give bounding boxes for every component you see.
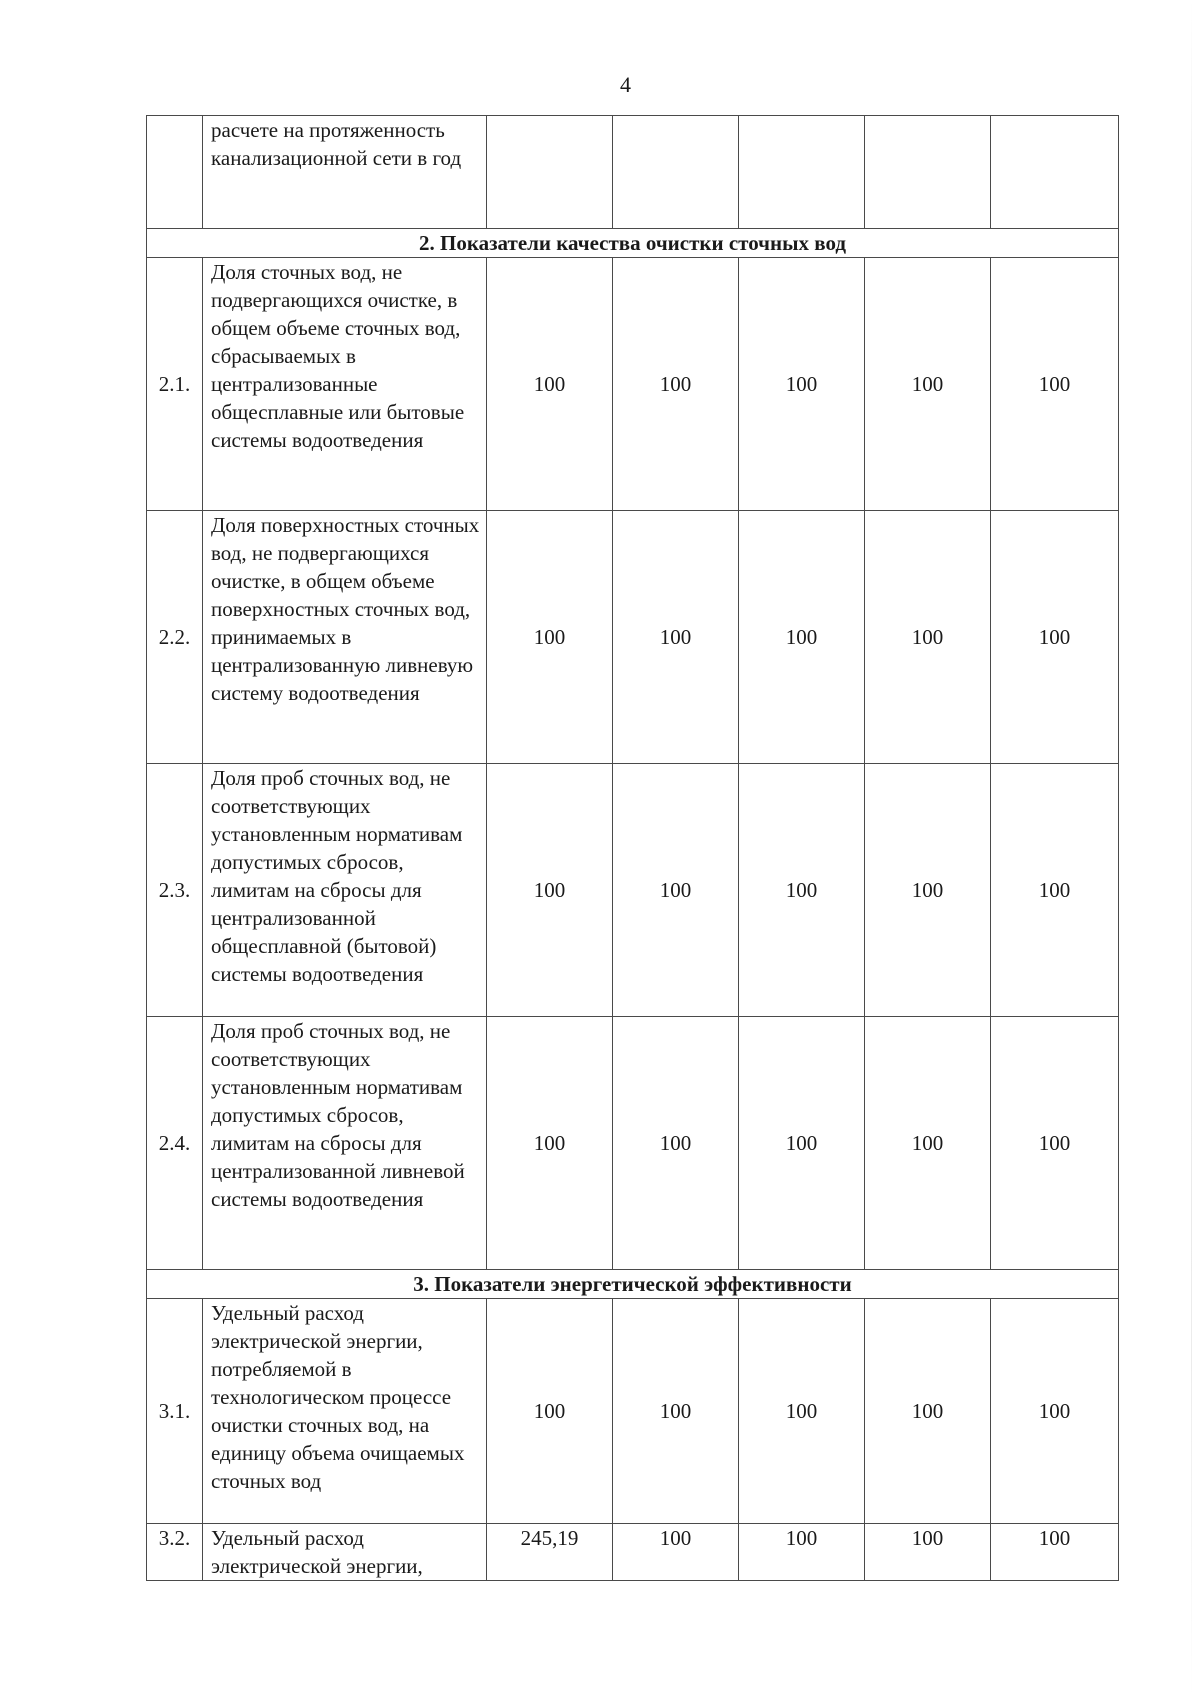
value-cell: 100 xyxy=(865,764,991,1017)
value-cell: 100 xyxy=(487,1299,613,1524)
value-cell xyxy=(991,116,1119,229)
value-cell: 100 xyxy=(991,1524,1119,1581)
value-cell: 100 xyxy=(991,258,1119,511)
section-title: 3. Показатели энергетической эффективности xyxy=(147,1270,1119,1299)
value-cell: 100 xyxy=(865,1524,991,1581)
page-edge-shadow xyxy=(1191,0,1192,1698)
value-cell: 100 xyxy=(613,1524,739,1581)
row-description: Доля поверхностных сточных вод, не подвергающихся очистке, в общем объеме поверхностных сточных вод, принимаемых в централизованную ливневую систему водоотведения xyxy=(203,511,487,764)
indicators-table xyxy=(146,115,1119,1581)
value-cell xyxy=(613,116,739,229)
table-row xyxy=(147,258,1119,511)
value-cell: 100 xyxy=(613,511,739,764)
table-row xyxy=(147,764,1119,1017)
value-cell: 100 xyxy=(865,1299,991,1524)
table-row xyxy=(147,1017,1119,1270)
value-cell: 100 xyxy=(865,511,991,764)
row-number: 2.1. xyxy=(147,258,203,511)
row-number: 2.3. xyxy=(147,764,203,1017)
value-cell: 100 xyxy=(991,764,1119,1017)
row-number: 2.4. xyxy=(147,1017,203,1270)
value-cell: 100 xyxy=(865,258,991,511)
table-row xyxy=(147,1524,1119,1581)
value-cell: 100 xyxy=(739,1299,865,1524)
value-cell: 100 xyxy=(991,1299,1119,1524)
page-number: 4 xyxy=(620,72,631,97)
row-description: Удельный расход электрической энергии, потребляемой в технологическом процессе очистки сточных вод, на единицу объема очищаемых сточных вод xyxy=(203,1299,487,1524)
row-number: 3.2. xyxy=(147,1524,203,1581)
value-cell: 245,19 xyxy=(487,1524,613,1581)
value-cell: 100 xyxy=(739,258,865,511)
row-description: Удельный расход электрической энергии, xyxy=(203,1524,487,1581)
row-number: 2.2. xyxy=(147,511,203,764)
row-number-cell xyxy=(147,116,203,229)
section-title: 2. Показатели качества очистки сточных вод xyxy=(147,229,1119,258)
value-cell: 100 xyxy=(487,258,613,511)
section-heading-row xyxy=(147,1270,1119,1299)
row-description: Доля проб сточных вод, не соответствующих установленным нормативам допустимых сбросов, лимитам на сбросы для централизованной ливневой системы водоотведения xyxy=(203,1017,487,1270)
value-cell: 100 xyxy=(487,511,613,764)
value-cell xyxy=(487,116,613,229)
value-cell: 100 xyxy=(739,1524,865,1581)
section-heading-row xyxy=(147,229,1119,258)
table-row xyxy=(147,511,1119,764)
value-cell: 100 xyxy=(739,764,865,1017)
value-cell: 100 xyxy=(865,1017,991,1270)
table-row-continuation xyxy=(147,116,1119,229)
row-description: Доля проб сточных вод, не соответствующих установленным нормативам допустимых сбросов, лимитам на сбросы для централизованной общесплавной (бытовой) системы водоотведения xyxy=(203,764,487,1017)
value-cell xyxy=(865,116,991,229)
value-cell: 100 xyxy=(613,1017,739,1270)
value-cell: 100 xyxy=(991,1017,1119,1270)
value-cell: 100 xyxy=(613,258,739,511)
value-cell: 100 xyxy=(613,764,739,1017)
value-cell: 100 xyxy=(991,511,1119,764)
row-number: 3.1. xyxy=(147,1299,203,1524)
row-description: Доля сточных вод, не подвергающихся очистке, в общем объеме сточных вод, сбрасываемых в централизованные общесплавные или бытовые системы водоотведения xyxy=(203,258,487,511)
value-cell: 100 xyxy=(739,511,865,764)
value-cell: 100 xyxy=(487,1017,613,1270)
value-cell: 100 xyxy=(487,764,613,1017)
value-cell xyxy=(739,116,865,229)
row-description: расчете на протяженность канализационной сети в год xyxy=(203,116,487,229)
table-row xyxy=(147,1299,1119,1524)
value-cell: 100 xyxy=(739,1017,865,1270)
value-cell: 100 xyxy=(613,1299,739,1524)
